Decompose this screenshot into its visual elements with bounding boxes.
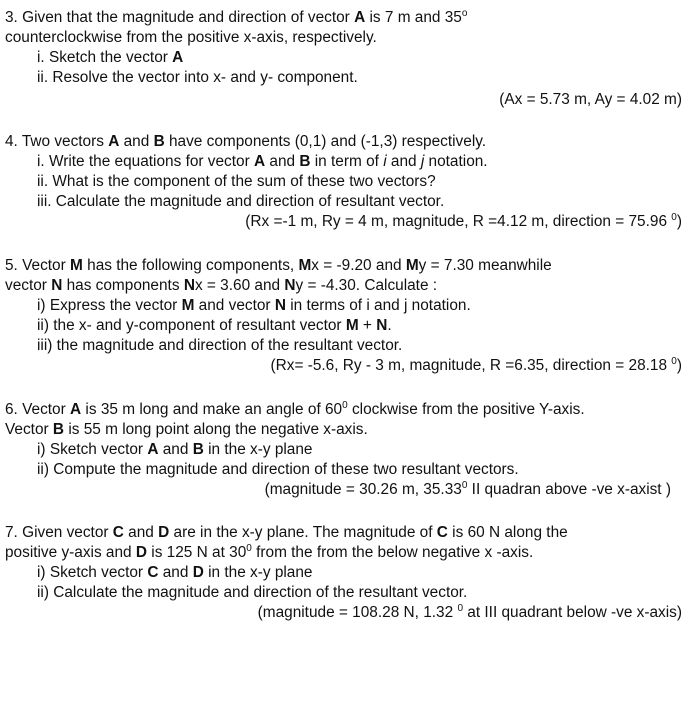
vector-m: M	[181, 296, 195, 314]
q5-part-iii: iii) the magnitude and direction of the resultant vector.	[37, 336, 403, 354]
q7-line-1: 7. Given vector C and D are in the x-y plane. The magnitude of C is 60 N along the	[5, 524, 568, 541]
vector-d: D	[192, 563, 204, 581]
q3-part-i: i. Sketch the vector A	[37, 48, 184, 66]
q4-part-ii: ii. What is the component of the sum of these two vectors?	[37, 172, 436, 190]
vector-n: N	[376, 316, 388, 334]
vector-c: C	[436, 524, 448, 541]
q3-line-1: 3. Given that the magnitude and direction of vector A is 7 m and 35$^o$	[5, 8, 468, 26]
q4-part-iii: iii. Calculate the magnitude and direction of resultant vector.	[37, 192, 445, 210]
vector-b: B	[153, 133, 165, 150]
vector-a: A	[147, 440, 159, 458]
degree-symbol: 0	[342, 400, 348, 411]
q7-part-i: i) Sketch vector C and D in the x-y plane	[37, 563, 313, 581]
q4-part-i: i. Write the equations for vector A and B in term of i and j notation.	[37, 152, 488, 170]
vector-a: A	[172, 48, 184, 66]
q4-line-1: 4. Two vectors A and B have components (0,1) and (-1,3) respectively.	[5, 133, 487, 150]
q5-part-ii: ii) the x- and y-component of resultant vector M + N.	[37, 316, 392, 334]
q6-answer: (magnitude = 30.26 m, 35.33$^0$ II quadran above -ve x-axist )	[264, 479, 671, 498]
degree-symbol: 0	[457, 602, 463, 614]
unit-j: j	[420, 152, 425, 170]
q7-line-2: positive y-axis and D is 125 N at $30^0$ from the from the below negative x -axis.	[5, 542, 534, 561]
vector-a: A	[70, 401, 82, 418]
unit-i: i	[383, 152, 387, 170]
degree-symbol: 0	[671, 355, 677, 367]
q5-line-2: vector N has components Nx = 3.60 and Ny = -4.30. Calculate :	[5, 276, 438, 294]
vector-b: B	[299, 152, 311, 170]
degree-symbol: 0	[671, 211, 677, 223]
vector-a: A	[108, 133, 120, 150]
vector-m: M	[70, 257, 83, 274]
vector-a: A	[254, 152, 266, 170]
q7-answer: (magnitude = 108.28 N, 1.32 $^0$ at III quadrant below -ve x-axis)	[257, 602, 682, 621]
q6-line-1: 6. Vector A is 35 m long and make an angle of $60^0$ clockwise from the positive Y-axis.	[5, 400, 585, 418]
degree-symbol: 0	[461, 479, 468, 491]
q5-answer: (Rx= -5.6, Ry - 3 m, magnitude, R =6.35, direction = 28.18 $^0$)	[270, 355, 682, 374]
q6-line-2: Vector B is 55 m long point along the negative x-axis.	[5, 420, 368, 438]
q5-part-i: i) Express the vector M and vector N in terms of i and j notation.	[37, 296, 471, 314]
vector-d: D	[158, 524, 170, 541]
vector-a: A	[354, 9, 366, 26]
vector-n: N	[51, 276, 63, 294]
q3-answer: (Ax = 5.73 m, Ay = 4.02 m)	[499, 90, 682, 108]
question-6	[5, 400, 685, 500]
vector-m: M	[298, 257, 312, 274]
vector-n: N	[284, 276, 296, 294]
q4-answer: (Rx =-1 m, Ry = 4 m, magnitude, R =4.12 m, direction = 75.96 $^0$)	[245, 211, 682, 230]
q3-part-ii: ii. Resolve the vector into x- and y- component.	[37, 68, 358, 86]
question-7	[5, 523, 685, 623]
vector-d: D	[135, 543, 148, 561]
q6-part-ii: ii) Compute the magnitude and direction of these two resultant vectors.	[37, 460, 519, 478]
q7-part-ii: ii) Calculate the magnitude and direction of the resultant vector.	[37, 583, 468, 601]
q5-line-1: 5. Vector M has the following components, Mx = -9.20 and My = 7.30 meanwhile	[5, 257, 552, 274]
question-5	[5, 256, 685, 375]
vector-n: N	[183, 276, 195, 294]
q6-part-i: i) Sketch vector A and B in the x-y plane	[37, 440, 313, 458]
vector-c: C	[147, 563, 159, 581]
vector-c: C	[112, 524, 124, 541]
question-3	[5, 8, 685, 110]
q3-line-2: counterclockwise from the positive x-axis, respectively.	[5, 28, 377, 46]
vector-b: B	[52, 420, 65, 438]
degree-symbol: o	[461, 8, 468, 19]
vector-b: B	[192, 440, 204, 458]
vector-n: N	[274, 296, 286, 314]
question-4	[5, 132, 685, 232]
degree-symbol: 0	[246, 542, 252, 554]
vector-m: M	[345, 316, 359, 334]
vector-m: M	[405, 257, 419, 274]
